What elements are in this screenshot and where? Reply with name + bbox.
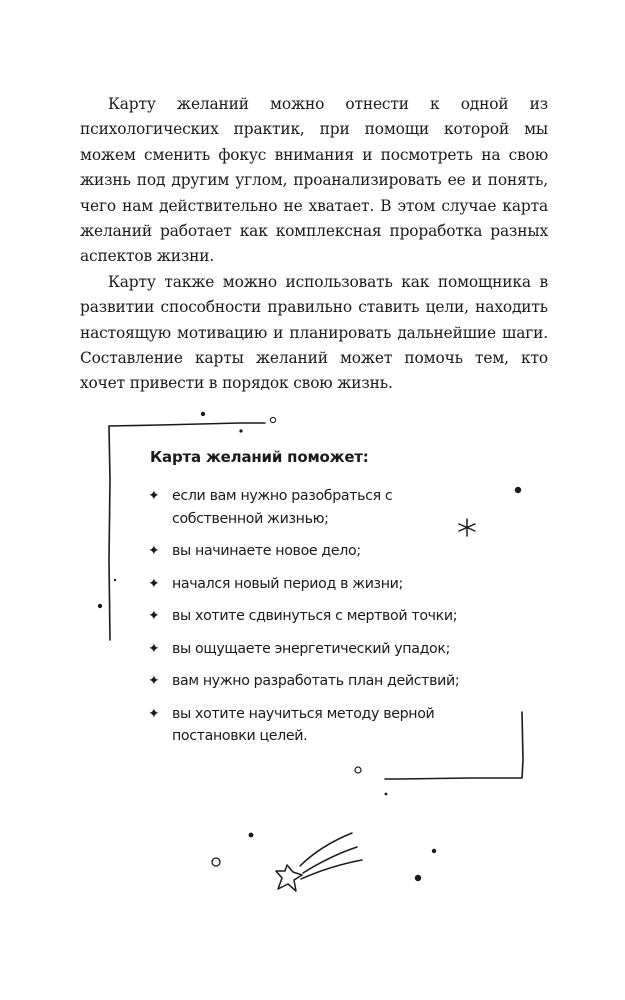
dot-icon bbox=[98, 604, 102, 608]
paragraph-2: Карту также можно использовать как помощника в развитии способности правильно ставить цели, находить настоящую мотивацию и планировать дальнейшие шаги. Составление карты желаний может помочь тем, кто хочет привести в порядок свою жизнь. bbox=[80, 272, 548, 393]
benefits-list bbox=[148, 485, 508, 758]
four-point-star-icon: ✦ bbox=[148, 608, 160, 624]
four-point-star-icon: ✦ bbox=[148, 705, 160, 722]
four-point-star-icon: ✦ bbox=[148, 488, 160, 504]
four-point-star-icon: ✦ bbox=[148, 640, 160, 657]
circle-icon bbox=[212, 858, 220, 866]
dot-icon bbox=[415, 875, 421, 881]
dot-icon bbox=[201, 412, 205, 416]
four-point-star-icon: ✦ bbox=[148, 575, 160, 592]
list-item: ✦ начался новый период в жизни; bbox=[148, 573, 508, 596]
list-item: ✦ вы начинаете новое дело; bbox=[148, 540, 508, 563]
box-title: Карта желаний поможет: bbox=[150, 448, 369, 466]
dot-icon bbox=[432, 849, 436, 853]
list-item: ✦ если вам нужно разобраться с собственной жизнью; bbox=[148, 485, 508, 530]
dot-icon bbox=[239, 429, 242, 432]
paragraph-1: Карту желаний можно отнести к одной из психологических практик, при помощи которой мы можем сменить фокус внимания и посмотреть на свою жизнь под другим углом, проанализировать ее и понять, чего нам действительно не хватает. В этом случае карта желаний работает как комплексная проработка разных аспектов жизни. bbox=[80, 95, 548, 266]
list-item: ✦ вы ощущаете энергетический упадок; bbox=[148, 638, 508, 661]
dot-icon bbox=[114, 579, 116, 581]
list-item: ✦ вы хотите научиться методу верной постановки целей. bbox=[148, 703, 508, 748]
shooting-star-icon bbox=[276, 833, 362, 891]
four-point-star-icon: ✦ bbox=[148, 543, 160, 559]
circle-icon bbox=[270, 417, 275, 422]
list-item: ✦ вам нужно разработать план действий; bbox=[148, 670, 508, 693]
circle-icon bbox=[355, 767, 361, 773]
list-item: ✦ вы хотите сдвинуться с мертвой точки; bbox=[148, 605, 508, 628]
dot-icon bbox=[515, 487, 521, 493]
dot-icon bbox=[385, 793, 388, 796]
four-point-star-icon: ✦ bbox=[148, 673, 160, 689]
dot-icon bbox=[249, 833, 254, 838]
